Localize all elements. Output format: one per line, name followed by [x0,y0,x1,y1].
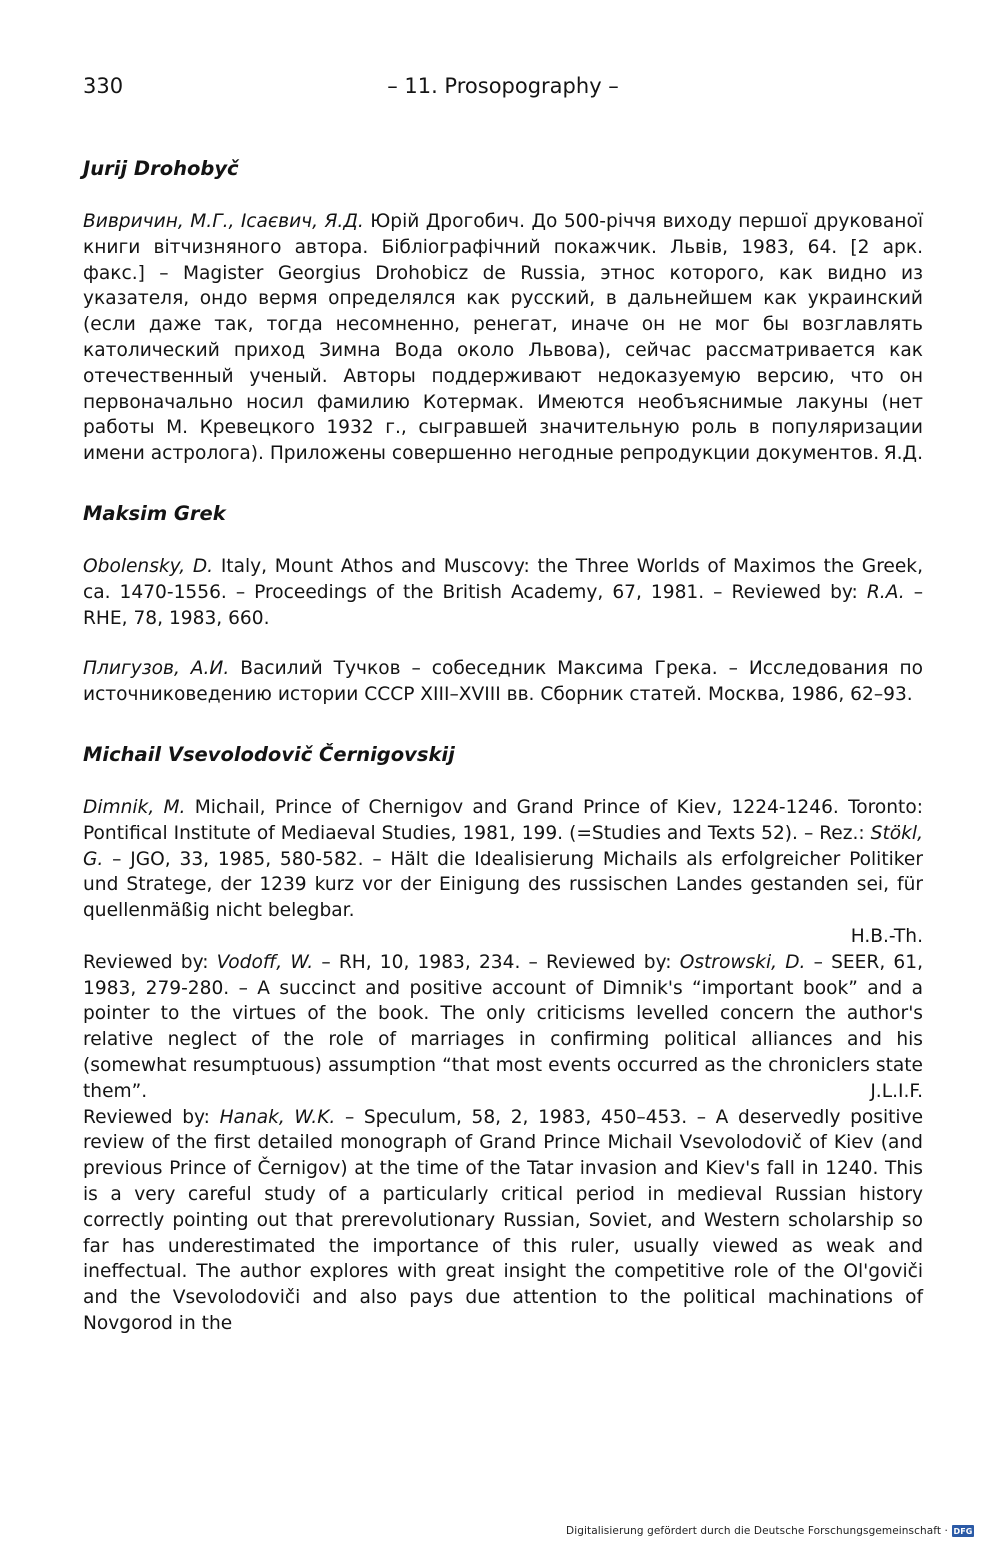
entry-author: Плигузов, А.И. [83,658,230,680]
section-heading-maksim-grek: Maksim Grek [83,501,226,525]
entry-author: Obolensky, D. [83,555,214,577]
reviewer-name: Hanak, W.K. [219,1106,336,1128]
review-entry [83,1105,923,1337]
reviewer-name: Ostrowski, D. [679,951,806,973]
bibliography-entry [83,795,923,924]
entry-text: – SEER, 61, 1983, 279-280. – A succinct and positive account of Dimnik's “important book” and a pointer to the virtues of the book. The only criticisms levelled concern the author's relative neglect of the role of marriages in confirming political alliances and his (somewhat resumptuous) assumption “that most events occurred as the chroniclers state them”. [83,951,924,1102]
bibliography-entry [83,656,923,708]
entry-text: Italy, Mount Athos and Muscovy: the Three Worlds of Maximos the Greek, ca. 1470-1556. – Proceedings of the British Academy, 67, 1981. – Reviewed by: [83,555,923,603]
entry-text: – JGO, 33, 1985, 580-582. – Hält die Idealisierung Michails als erfolgreicher Politiker und Stratege, der 1239 kurz vor der Einigung des russischen Landes gestanden sei, für quellenmäßig nicht belegbar. [83,848,923,922]
page-number: 330 [83,74,124,98]
reviewer-signature: Я.Д. [883,443,923,465]
page-header [83,74,923,106]
section-heading-jurij-drohobyc: Jurij Drohobyč [83,157,239,180]
entry-text: Reviewed by: [83,951,217,973]
section-heading-michail-vsevolodovic: Michail Vsevolodovič Černigovskij [83,742,455,766]
running-head: – 11. Prosopography – [387,74,619,98]
digitization-credit [566,1525,974,1537]
entry-text: – RH, 10, 1983, 234. – Reviewed by: [313,951,680,973]
entry-author: Dimnik, M. [83,796,186,818]
page-content [83,156,923,1337]
reviewer-name: Vodoff, W. [216,951,314,973]
bibliography-entry [83,209,923,467]
entry-text: Reviewed by: [83,1106,220,1128]
entry-text: Юрій Дрогобич. До 500-річчя виходу першої друкованої книги вітчизняного автора. Бібліографічний покажчик. Львів, 1983, 64. [2 арк. факс.] – Magister Georgius Drohobicz de Russia, этнос которого, как видно из указателя, ондо вермя определялся как русский, в дальнейшем как украинский (если даже так, тогда несомненно, ренегат, иначе он не мог бы возглавлять католический приход Зимна Вода около Львова), сейчас рассматривается как отечественный ученый. Авторы поддерживают недоказуемую версию, что он первоначально носил фамилию Котермак. Имеются необъяснимые лакуны (нет работы М. Кревецкого 1932 г., сыгравшей значительную роль в популяризации имени астролога). Приложены совершенно негодные репродукции документов. [83,211,923,465]
entry-text: – Speculum, 58, 2, 1983, 450–453. – A deservedly positive review of the first detailed monograph of Grand Prince Michail Vsevolodovič of Kiev (and previous Prince of Černigov) at the time of the Tatar invasion and Kiev's fall in 1240. This is a very careful study of a particularly critical period in medieval Russian history correctly pointing out that prerevolutionary Russian, Soviet, and Western scholarship so far has underestimated the importance of this ruler, usually viewed as weak and ineffectual. The author explores with great insight the competitive role of the Ol'goviči and the Vsevolodoviči and also pays due attention to the political machinations of Novgorod in the [83,1106,924,1334]
credit-text: Digitalisierung gefördert durch die Deutsche Forschungsgemeinschaft · [566,1525,948,1537]
entry-text: Michail, Prince of Chernigov and Grand Prince of Kiev, 1224-1246. Toronto: Pontifical Institute of Mediaeval Studies, 1981, 199. (=Studies and Texts 52). – Rez.: [83,796,923,844]
reviewer-signature: J.L.I.F. [870,1080,923,1102]
reviewer-name: Stökl, G. [83,822,923,870]
reviewer-signature: H.B.-Th. [850,925,923,947]
dfg-logo-icon: DFG [953,1526,973,1536]
review-entry [83,950,923,1105]
entry-author: Вивричин, М.Г., Ісаєвич, Я.Д. [83,211,364,232]
reviewer-name: R.A. [866,581,905,603]
entry-text: Василий Тучков – собеседник Максима Грека. – Исследования по источниковедению истории СССР XIII–XVIII вв. Сборник статей. Москва, 1986, 62–93. [83,658,923,706]
entry-text: – RHE, 78, 1983, 660. [83,581,923,629]
bibliography-entry [83,554,923,631]
